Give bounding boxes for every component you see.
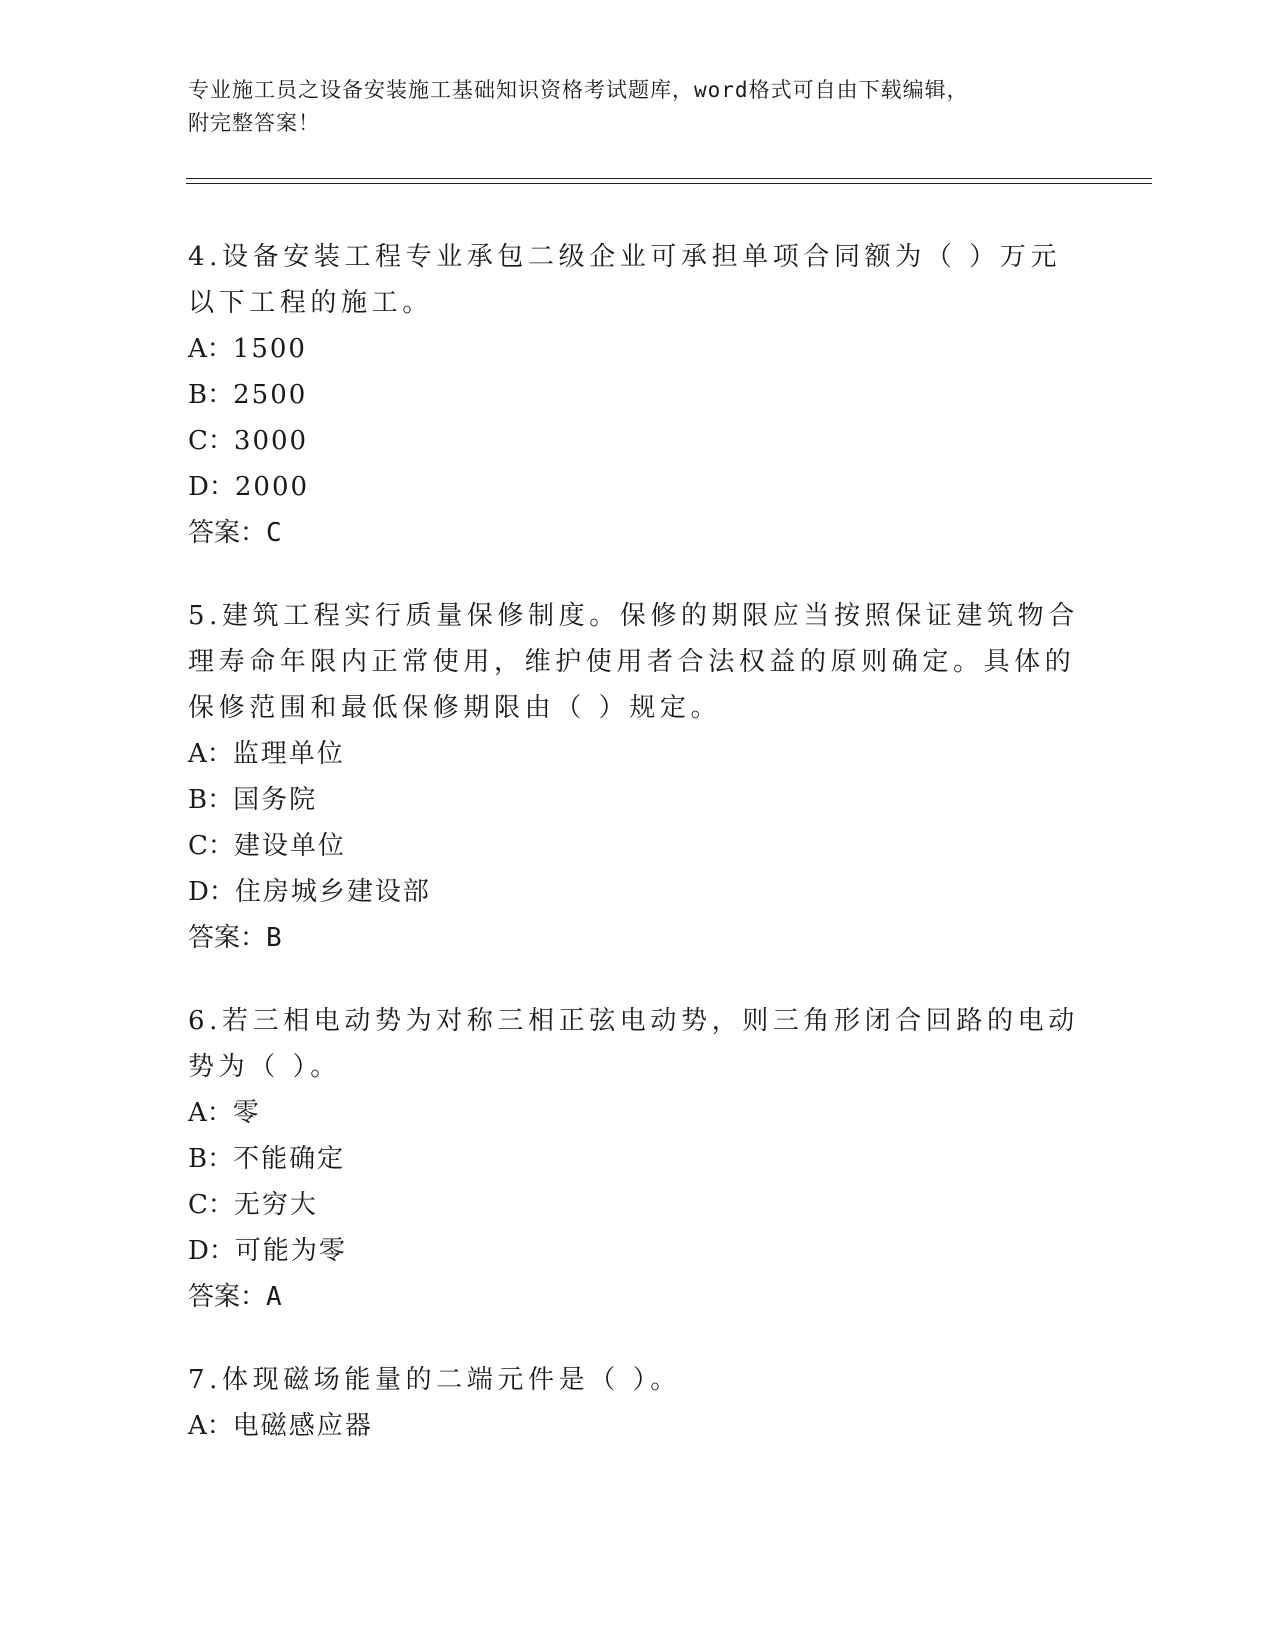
answer-value: C — [266, 518, 282, 548]
option-b — [188, 777, 1088, 823]
question-4 — [188, 234, 1088, 556]
option-text: 可能为零 — [234, 1236, 347, 1266]
option-letter: C： — [188, 1190, 234, 1220]
option-letter: B： — [188, 380, 234, 410]
answer-value: A — [266, 1282, 282, 1312]
option-letter: B： — [188, 785, 234, 815]
answer-line — [188, 915, 1088, 961]
option-letter: B： — [188, 1144, 234, 1174]
option-letter: D： — [188, 877, 235, 907]
option-text: 零 — [232, 1098, 261, 1128]
option-text: 建设单位 — [233, 831, 346, 861]
option-letter: C： — [188, 831, 234, 861]
option-text: 住房城乡建设部 — [234, 877, 431, 907]
option-text: 2000 — [234, 472, 310, 502]
option-letter: D： — [188, 1236, 235, 1266]
header-divider-top — [186, 178, 1152, 179]
option-d — [188, 1228, 1088, 1274]
option-letter: D： — [188, 472, 235, 502]
question-7 — [188, 1357, 1088, 1449]
answer-value: B — [266, 923, 282, 953]
option-d — [188, 869, 1088, 915]
answer-label: 答案： — [188, 1282, 267, 1312]
option-letter: C： — [188, 426, 234, 456]
option-letter: A： — [188, 334, 233, 364]
header-line-2: 附完整答案！ — [188, 111, 320, 135]
option-a — [188, 326, 1088, 372]
header-divider-bottom — [186, 183, 1152, 184]
option-text: 电磁感应器 — [232, 1411, 373, 1441]
option-text: 不能确定 — [233, 1144, 346, 1174]
option-text: 国务院 — [233, 785, 318, 815]
option-b — [188, 1136, 1088, 1182]
document-header — [188, 74, 1088, 140]
question-text: 6.若三相电动势为对称三相正弦电动势，则三角形闭合回路的电动势为（ ）。 — [188, 1006, 1079, 1082]
question-text: 4.设备安装工程专业承包二级企业可承担单项合同额为（ ）万元以下工程的施工。 — [188, 242, 1062, 318]
option-c — [188, 823, 1088, 869]
option-c — [188, 1182, 1088, 1228]
header-line-1: 专业施工员之设备安装施工基础知识资格考试题库，word格式可自由下载编辑， — [188, 78, 969, 102]
option-letter: A： — [188, 739, 233, 769]
question-text: 5.建筑工程实行质量保修制度。保修的期限应当按照保证建筑物合理寿命年限内正常使用，维护使用者合法权益的原则确定。具体的保修范围和最低保修期限由（ ）规定。 — [188, 601, 1079, 723]
question-list — [188, 234, 1088, 1486]
option-text: 3000 — [233, 426, 309, 456]
option-text: 监理单位 — [232, 739, 345, 769]
option-b — [188, 372, 1088, 418]
option-a — [188, 1090, 1088, 1136]
option-c — [188, 418, 1088, 464]
answer-label: 答案： — [188, 518, 267, 548]
option-text: 1500 — [232, 334, 307, 364]
question-text: 7.体现磁场能量的二端元件是（ ）。 — [188, 1365, 681, 1395]
option-a — [188, 1403, 1088, 1449]
option-letter: A： — [188, 1411, 233, 1441]
option-letter: A： — [188, 1098, 233, 1128]
option-text: 无穷大 — [233, 1190, 318, 1220]
option-text: 2500 — [233, 380, 308, 410]
question-6 — [188, 998, 1088, 1320]
answer-line — [188, 1274, 1088, 1320]
option-d — [188, 464, 1088, 510]
answer-label: 答案： — [188, 923, 267, 953]
option-a — [188, 731, 1088, 777]
answer-line — [188, 510, 1088, 556]
question-5 — [188, 593, 1088, 961]
